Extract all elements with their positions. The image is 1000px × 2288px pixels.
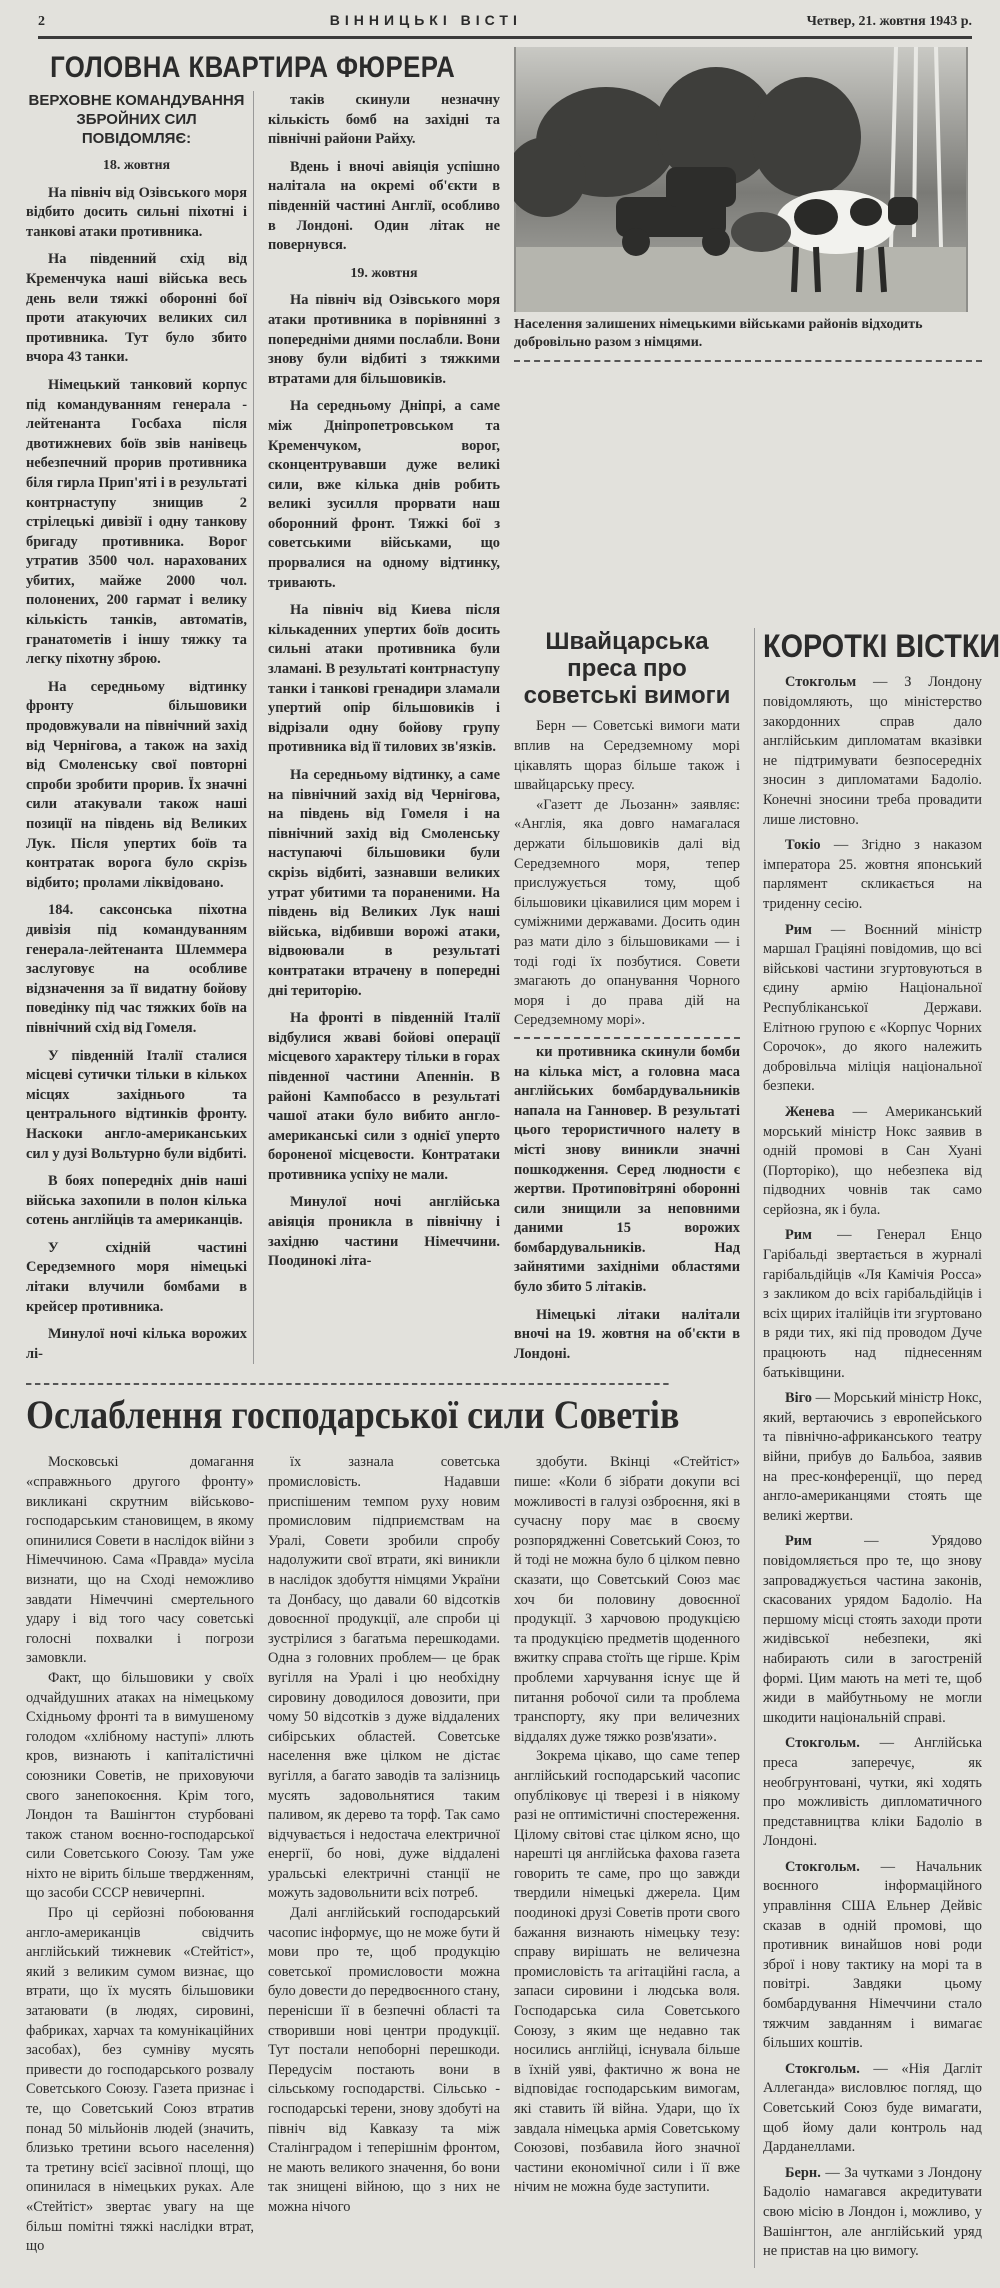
- news-item-text: — Морський міністр Нокс, який, вертаючись з европейського та північно-африканського театру війни, прибув до Бальбоа, заявив на прес-конференції, що перед англо-американцями стоять ще великі жертви.: [763, 1390, 982, 1524]
- paragraph: Минулої ночі англійська авіяція проникла в північну і західню частини Німеччини. Поодинокі літа-: [268, 1194, 500, 1270]
- issue-date: Четвер, 21. жовтня 1943 р.: [806, 14, 972, 29]
- hq-article-continuation: [514, 1037, 740, 1365]
- paragraph: ки противника скинули бомби на кілька міст, а головна маса англійських бомбардувальників напала на Ганновер. В результаті цього терористичного налету в місті знову виникли значні пошкодження. Серед людности є жертви. Протиповітряні оборонні сили знищили за неповними даними 15 ворожих бомбардувальників. Над зайнятими західніми областями було збито 5 літаків.: [514, 1043, 740, 1296]
- date-heading-18: 18. жовтня: [102, 158, 171, 173]
- paragraph: їх зазнала советська промисловість. Надавши приспішеним темпом руху новим промисловим підприємствам на Уралі, Совети зробили спробу надолужити свої втрати, які виникли в наслідок здобуття німцями України та Донбасу, що давали 60 відсотків довоєнної продукції, але спроби ці зустрілися з багатьма перешкодами. Одна з головних проблем— це брак вугілля на Уралі і цю необхідну сировину доводилося довозити, при чому 50 відсотків з дуже віддалених сибірських областей. Советське населення вже цілком не дістає вугілля, а багато заводів та залізниць мусять задовольнятися таким паливом, як дерево та торф. Так само відчувається і недостача електричної енергії, бо нові, дуже віддалені уральські електричні станції не можуть задовольнити всіх потреб.: [268, 1454, 500, 1902]
- paragraph: На північ від Озівського моря відбито досить сильні піхотні і танкові атаки противника.: [26, 184, 247, 240]
- paragraph: У південній Італії сталися місцеві сутички тільки в кількох місцях західнього та центрального відтинків фронту. Наскоки англо-американських сил у дузі Вольтурно були відбиті.: [26, 1047, 247, 1162]
- news-item-text: — За чутками з Лондону Бадоліо намагався акредитувати свою місію в Лондон і, можливо, у Вашінгтон, але англійський уряд не пристав на цю вимогу.: [763, 2164, 982, 2260]
- page-layout: [26, 47, 1000, 2268]
- paragraph: Про ці серйозні побоювання англо-американців свідчить англійський тижневик «Стейтіст», який з великим сумом визнає, що втрати, що їх мусять більшовики затаювати (в людях, сировині, фабриках, харчах та комунікаційних засобах), без сумніву мусять привести до господарського розвалу Советського Союзу. Газета признає і те, що Советський Союз втратив понад 50 мільйонів людей (значить, близько третини всього населення) та третину всієї засівної площі, що опинилася в німецьких руках. Але «Стейтіст» звертає увагу на ще більш помітні тяжкі наслідки втрат, що: [26, 1905, 254, 2255]
- news-item-text: — Англійська преса заперечує, як необгрунтовані, чутки, які ходять про можливість дипломатичного представництва кліки Бадоліо в Лондоні.: [763, 1735, 982, 1850]
- news-item: [763, 2164, 982, 2262]
- paragraph: Берн — Советські вимоги мати вплив на Середземному морі цікавлять щораз більше також і швайцарську пресу.: [514, 718, 740, 794]
- date-heading-19: 19. жовтня: [350, 265, 418, 281]
- economy-article-title: Ослаблення господарської сили Советів: [26, 1383, 669, 1442]
- news-item: [763, 1389, 982, 1526]
- short-news-title: КОРОТКІ ВІСТКИ: [763, 628, 1000, 665]
- news-item-text: — З Лондону повідомляють, що міністерство закордонних справ дало англійським дипломатам вказівки не підтримувати безпосередніх зносин з дипломатами Бадоліо. Конечні зносини треба провадити лише листовно.: [763, 674, 982, 828]
- news-item: [763, 1734, 982, 1852]
- news-item-text: — Американський морський міністр Нокс заявив в одній промові в Сан Хуані (Порторіко), що небезпека від підводних човнів так само серйозна, як і була.: [763, 1103, 982, 1218]
- news-item: [763, 673, 982, 830]
- news-item: [763, 921, 982, 1097]
- news-item-dateline: Віго: [785, 1390, 812, 1407]
- news-item-dateline: Стокгольм.: [785, 1858, 860, 1875]
- paragraph: У східній частині Середземного моря німецькі літаки влучили бомбами в крейсер противника.: [26, 1239, 247, 1315]
- news-item-text: — Урядово повідомляється про те, що знову запроваджується частина законів, скасованих урядом Бадоліо. На першому місці стоять заходи проти жидівської небезпеки, які набирають сили в загостреній формі. Цим мають на меті те, щоб жиди в майбутньому не могли шкодити національній справі.: [763, 1533, 982, 1726]
- paragraph: 184. саксонська піхотна дивізія під командуванням генерала-лейтенанта Шлеммера заслуговує на особливе відзначення за її видатну бойову поведінку під час тяжких боїв на північний схід від Гомеля.: [26, 902, 247, 1036]
- news-item-dateline: Стокгольм.: [785, 1735, 860, 1752]
- paragraph: В боях попередніх днів наші війська захопили в полон кілька сотень англійців та американців.: [26, 1173, 247, 1229]
- paragraph: Факт, що більшовики у своїх одчайдушних атаках на німецькому Східньому фронті та в вимушеному голодом «хлібному наступі» ллють кров, визнають і капіталістичні союзники Советів, не приховуючи свого занепокоєння. Крім того, Лондон та Вашінгтон стурбовані також станом воєнно-господарської сили Советського Союзу. Там уже ніхто не вірить більше твердженням, що засоби СССР невичерпні.: [26, 1669, 254, 1902]
- economy-article-column-2: [268, 1453, 500, 2217]
- news-item: [763, 1226, 982, 1383]
- news-item: [763, 2060, 982, 2158]
- news-item-dateline: Рим: [785, 921, 812, 938]
- paragraph: Вдень і вночі авіяція успішно налітала на окремі об'єкти в південній частині Англії, особливо в Лондоні. Один літак не повернувся.: [268, 158, 500, 254]
- news-item-text: — Генерал Енцо Гарібальді звертається в журналі гарібальдійців «Ля Камічія Росса» з закликом до всіх гарібальдійців і всіх щирих італійців іти згуртовано в ряди тих, які під проводом Дуче працюють над піднесенням батьківщини.: [763, 1227, 982, 1381]
- news-item: [763, 1532, 982, 1728]
- news-item-dateline: Рим: [785, 1227, 812, 1244]
- swiss-article-body: [514, 717, 740, 1031]
- paragraph: На південний схід від Кременчука наші війська весь день вели тяжкі оборонні бої проти атакуючих великих сил противника. Тут було збито вчора 43 танки.: [26, 251, 247, 366]
- paragraph: здобути. Вкінці «Стейтіст» пише: «Коли б зібрати докупи всі можливості в галузі озброєння, які в сучасну пору має в своєму розпорядженні Советський Союз, то й тоді не можна було б цілком певно сказати, що Советський Союз має хоч би половину довоєнної продукції. З харчовою продукцією та продукцією предметів щоденного вжитку справа стоїть ще гірше. Крім проблеми харчування існує ще й питання робочої сили та проблема транспорту, яку при величезних віддалях дуже тяжко розв'язати».: [514, 1454, 740, 1745]
- paragraph: таків скинули незначну кількість бомб на західні та північні райони Райху.: [268, 92, 500, 148]
- news-item-text: — Начальник воєнного інформаційного управління США Ельнер Дейвіс сказав в одній промові, що противник винайшов нові роди зброї і нову тактику на морі та в повітрі. Завдяки цьому бомбардування Німеччини стало тяжчим завданням і вимагає більших коштів.: [763, 1858, 982, 2052]
- paragraph: На середньому відтинку фронту більшовики продовжували на північний захід від Чернігова, а також на захід від Смоленську свої повторні спроби зробити прорив. Їх значні сили атакували також наші позиції на південь від Великих Лук. Після упертих боїв та контратак ворога було скрізь відбито; пролами ліквідовано.: [26, 678, 247, 891]
- short-news-list: [763, 673, 982, 2261]
- photo-image: [514, 47, 968, 312]
- masthead: ВІННИЦЬКІ ВІСТІ: [329, 12, 522, 28]
- news-item-dateline: Стокгольм: [785, 674, 857, 691]
- news-item-text: — «Нія Дагліт Аллеганда» висловлює погляд, що Советський Союз буде вимагати, щоб йому дали контроль над Дарданеллами.: [763, 2060, 982, 2156]
- hq-article-title: ГОЛОВНА КВАРТИРА ФЮРЕРА: [50, 51, 456, 84]
- news-item-dateline: Берн.: [785, 2164, 821, 2181]
- paragraph: На фронті в південній Італії відбулися жваві бойові операції місцевого характеру тільки в горах південної частини Апеннін. В районі Кампобассо в результаті чашої атаки було вибито англо- американські сили з однієї уперто бороненої місцевости. Контратаки противника успіху не мали.: [268, 1010, 500, 1183]
- short-news: [754, 628, 1000, 2267]
- news-item-text: — Згідно з наказом імператора 25. жовтня японський парлямент скликається на триденну сесію.: [763, 837, 982, 912]
- swiss-article: [514, 628, 740, 1364]
- paragraph: Далі англійський господарський часопис інформує, що не може бути й мови про те, щоб продукцію советської промисловости можна було довести до передвоєнного стану, перенісши її в безпечні області та створивши нові центри продукції. Тут постали непоборні перешкоди. Передусім постають вони в сільському господарстві. Сільсько - господарські терени, знову здобуті на північ від Кавказу та між Сталінградом і теперішнім фронтом, не мають великого значення, бо вони так знищені війною, що з них не можна нічого: [268, 1905, 500, 2215]
- news-item: [763, 836, 982, 914]
- news-item-text: — Воєнний міністр маршал Граціяні повідомив, що всі військові частини згуртовуються в єдину армію Національної Республіканської Держави. Елітною групою є «Корпус Чорних Сорочок», до якого належить добровільча міліція національної безпеки.: [763, 921, 982, 1095]
- hq-article-column-2: [268, 91, 500, 1272]
- news-item-dateline: Токіо: [785, 837, 821, 854]
- paragraph: Німецький танковий корпус під командуванням генерала - лейтенанта Госбаха після двотижневих боїв звів нанівець небезпечний прорив противника біля гирла Прип'яті і в результаті контрнаступу знищив 2 стрілецькі дивізії і одну танкову бригаду противника. Ворог утратив 3500 чол. нарахованих убитих, майже 2000 чол. полонених, 200 гармат і велику кількість танків, автоматів, гранатометів і іншу тяжку та легку піхотну зброю.: [26, 376, 247, 668]
- paragraph: На середньому відтинку, а саме на північний захід від Чернігова, на південь від Гомеля і на північний захід від Смоленську наступаючі більшовики були скрізь відбиті, зазнавши великих утрат убитими та пораненими. На південь від Великих Лук наші війська, відбивши ворожі атаки, відвоювали в результаті контратаки втрачену в попередні дні територію.: [268, 767, 500, 999]
- news-item-dateline: Стокгольм.: [785, 2060, 860, 2077]
- news-item: [763, 1858, 982, 2054]
- paragraph: Московські домагання «справжнього другого фронту» викликані скрутним військово-господарським становищем, в якому опинилися Совети в наслідок війни з Німеччиною. Сама «Правда» мусіла визнати, що на Сході неможливо завдати Німеччині смертельного удару і від того часу советські голосні похвалки і погрози замовкли.: [26, 1454, 254, 1667]
- news-item: [763, 1103, 982, 1221]
- page-number: 2: [38, 14, 45, 29]
- hq-article-column-1: [26, 91, 254, 1364]
- paragraph: Зокрема цікаво, що саме тепер англійський господарський часопис опубліковує ці тверезі і в ніякому разі не оптимістичні спостереження. Цілому світові стає цілком ясно, що нарешті ця англійська фахова газета говорить те саме, про що завжди твердили німецькі джерела. Цим поодинокі друзі Советів проти свого бажання визнають німецьку тезу: справу вирішать не величезна промисловість та агітаційні гасла, а запаси сировини і людська воля. Господарська сила Советського Союзу, з яким ще недавно так носились англійці, існувала більше в їхній уяві, фактично ж вона не відповідає господарським вимогам, які ставить їй війна. Удари, що їх завдала німецька армія Советському Союзові, позбавила його значної частини економічної сили і її вже нічим не можна буде заступити.: [514, 1748, 740, 2196]
- news-item-dateline: Рим: [785, 1533, 812, 1550]
- paragraph: Минулої ночі кілька ворожих лі-: [26, 1326, 247, 1362]
- photo-block: [514, 47, 982, 362]
- economy-article-column-3: [514, 1453, 740, 2198]
- paragraph: На північ від Киева після кількаденних упертих боїв досить сильні атаки противника були зламані. В результаті контрнаступу танки і танкові гренадири зламали упертий опір більшовиків і відрізали одну бойову групу противника від її тилових зв'язків.: [268, 602, 500, 756]
- photo-caption: Населення залишених німецькими військами районів відходить добровільно разом з німцями.: [514, 317, 923, 350]
- economy-article-column-1: [26, 1453, 254, 2256]
- paragraph: Німецькі літаки налітали вночі на 19. жовтня на об'єкти в Лондоні.: [514, 1306, 740, 1362]
- photo-refugees-with-cattle: [514, 47, 968, 312]
- paragraph: На середньому Дніпрі, а саме між Дніпропетровськом та Кременчуком, ворог, сконцентрувавши дуже великі сили, вже кілька днів робить великі зусилля прорвати наш оборонний фронт. Тяжкі бої з советськими військами, що прорвалися на одному відтинку, тривають.: [268, 398, 500, 591]
- news-item-dateline: Женева: [785, 1103, 835, 1120]
- paragraph: «Газетт де Льозанн» заявляє: «Англія, яка довго намагалася держати більшовиків далі від Середземного моря, тепер прислужується тому, щоб більшовики цікавилися цим морем і суміжними державами. Досить один раз мати діло з більшовиками — і тоді годі їх позбутися. Совети змагають до опанування Чорного моря і до права дій на Середземному морі».: [514, 796, 740, 1029]
- swiss-article-title: Швайцарська преса про советські вимоги: [523, 628, 731, 710]
- page-header: [38, 12, 972, 39]
- paragraph: На північ від Озівського моря атаки противника в порівнянні з попередніми днями послабли. Вони знову були відбиті з тяжкими втратами для більшовиків.: [268, 292, 500, 387]
- hq-article-subhead: ВЕРХОВНЕ КОМАНДУВАННЯ ЗБРОЙНИХ СИЛ ПОВІДОМЛЯЄ:: [28, 92, 245, 147]
